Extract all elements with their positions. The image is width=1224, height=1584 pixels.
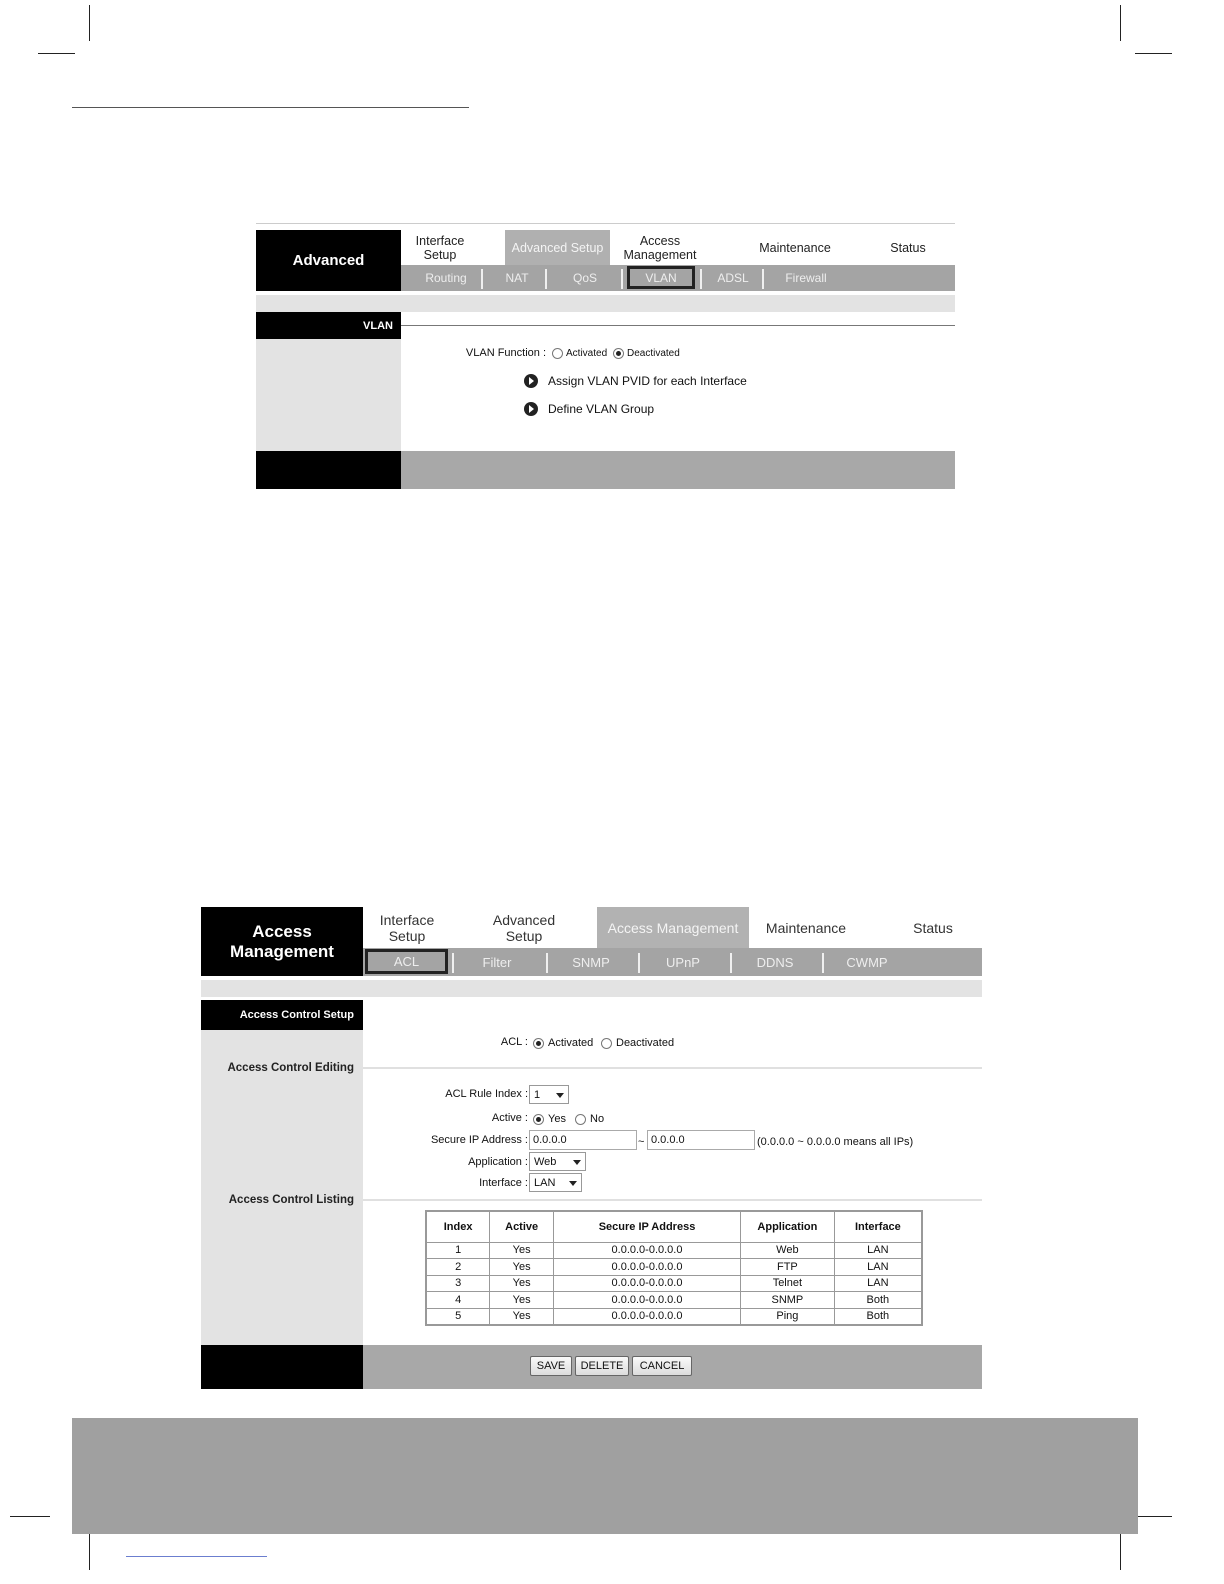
cell-active: Yes (490, 1259, 554, 1276)
radio-button-selected-icon[interactable] (613, 348, 624, 359)
subtab-separator (822, 953, 824, 973)
radio-label: Yes (548, 1113, 566, 1125)
arrow-bullet-icon (524, 374, 538, 388)
cell-active: Yes (490, 1275, 554, 1292)
save-button[interactable]: SAVE (530, 1356, 572, 1376)
radio-acl-activated[interactable] (533, 1037, 593, 1049)
footer-link-underline (126, 1556, 267, 1557)
cell-interface: LAN (834, 1242, 922, 1259)
cell-secure-ip: 0.0.0.0-0.0.0.0 (554, 1275, 741, 1292)
arrow-bullet-icon (524, 402, 538, 416)
cell-application: Telnet (741, 1275, 835, 1292)
application-label: Application : (468, 1156, 528, 1168)
crop-mark (1120, 5, 1121, 41)
crop-mark (1120, 1534, 1121, 1570)
radio-deactivated-label: Deactivated (627, 348, 680, 359)
secure-ip-note: (0.0.0.0 ~ 0.0.0.0 means all IPs) (757, 1136, 914, 1148)
section-title-setup: Access Control Setup (201, 1000, 363, 1030)
spacer-strip (256, 295, 955, 312)
vlan-function-label: VLAN Function : (465, 347, 546, 359)
chevron-down-icon (556, 1093, 564, 1098)
subtab-separator (638, 953, 640, 973)
subtab-separator (546, 953, 548, 973)
radio-label: No (590, 1113, 605, 1125)
link-define-vlan-group[interactable] (524, 402, 654, 416)
ip-range-separator: ~ (638, 1136, 645, 1148)
table-row (426, 1259, 922, 1276)
brand-label (201, 907, 363, 976)
radio-label: Activated (548, 1037, 594, 1049)
cell-index: 1 (426, 1242, 490, 1259)
top-divider (256, 223, 955, 224)
cell-active: Yes (490, 1292, 554, 1309)
crop-mark (38, 53, 75, 54)
cell-active: Yes (490, 1308, 554, 1325)
rule-index-value: 1 (534, 1088, 541, 1101)
interface-label: Interface : (479, 1177, 528, 1189)
section-divider (363, 1067, 982, 1069)
section-divider (363, 1199, 982, 1201)
cell-interface: Both (834, 1308, 922, 1325)
tab-advanced-setup[interactable]: Advanced Setup (492, 911, 556, 944)
cancel-button[interactable]: CANCEL (632, 1356, 692, 1376)
acl-label: ACL : (500, 1036, 528, 1048)
subtab-ddns[interactable]: DDNS (756, 954, 794, 970)
spacer-strip (201, 980, 982, 997)
radio-activated-label: Activated (566, 348, 608, 359)
column-header-active: Active (490, 1211, 554, 1242)
header-rule (72, 107, 469, 108)
table-row (426, 1308, 922, 1325)
radio-button-icon[interactable] (601, 1038, 612, 1049)
cell-index: 5 (426, 1308, 490, 1325)
subtab-separator (481, 269, 483, 289)
radio-active-yes[interactable] (533, 1113, 566, 1125)
column-header-application: Application (741, 1211, 835, 1242)
cell-application: FTP (741, 1259, 835, 1276)
section-title-listing: Access Control Listing (228, 1194, 354, 1206)
cell-secure-ip: 0.0.0.0-0.0.0.0 (554, 1242, 741, 1259)
cell-active: Yes (490, 1242, 554, 1259)
subtab-upnp[interactable]: UPnP (666, 954, 700, 970)
column-header-secure-ip: Secure IP Address (554, 1211, 741, 1242)
tab-status[interactable]: Status (890, 240, 926, 255)
crop-mark (1135, 53, 1172, 54)
cell-secure-ip: 0.0.0.0-0.0.0.0 (554, 1308, 741, 1325)
left-column (256, 339, 401, 451)
crop-mark (89, 5, 90, 41)
page-footer-band (72, 1418, 1138, 1534)
delete-button[interactable]: DELETE (575, 1356, 629, 1376)
radio-button-selected-icon[interactable] (533, 1038, 544, 1049)
subtab-separator (621, 269, 623, 289)
cell-interface: LAN (834, 1259, 922, 1276)
tab-maintenance[interactable]: Maintenance (765, 919, 847, 936)
subtab-filter[interactable]: Filter (482, 954, 512, 970)
tab-access-management[interactable]: Access Management (623, 233, 697, 262)
cell-index: 2 (426, 1259, 490, 1276)
rule-index-label: ACL Rule Index : (445, 1088, 528, 1100)
secure-ip-from-input[interactable]: 0.0.0.0 (529, 1130, 637, 1150)
vlan-screenshot (256, 223, 955, 489)
footer-left (201, 1345, 363, 1389)
subtab-separator (545, 269, 547, 289)
crop-mark (10, 1516, 50, 1517)
table-row (426, 1292, 922, 1309)
subtab-snmp[interactable]: SNMP (572, 954, 610, 970)
tab-maintenance[interactable]: Maintenance (759, 240, 831, 255)
link-label[interactable]: Assign VLAN PVID for each Interface (548, 374, 747, 388)
brand-line-1: Access (252, 921, 312, 941)
subtab-separator (762, 269, 764, 289)
radio-label: Deactivated (616, 1037, 675, 1049)
tab-advanced-setup[interactable]: Advanced Setup (505, 230, 610, 265)
application-value: Web (534, 1155, 557, 1168)
cell-secure-ip: 0.0.0.0-0.0.0.0 (554, 1292, 741, 1309)
subtab-separator (730, 953, 732, 973)
subtab-nat[interactable]: NAT (505, 271, 529, 285)
footer-left (256, 451, 401, 489)
secure-ip-to-input[interactable]: 0.0.0.0 (647, 1130, 755, 1150)
radio-button-selected-icon[interactable] (533, 1114, 544, 1125)
radio-active-no[interactable] (575, 1113, 604, 1125)
subtab-vlan[interactable]: VLAN (627, 266, 695, 289)
secure-ip-label: Secure IP Address : (430, 1134, 528, 1146)
section-title-vlan: VLAN (256, 312, 401, 339)
active-label: Active : (491, 1112, 528, 1124)
table-row (426, 1275, 922, 1292)
application-select[interactable] (529, 1152, 586, 1171)
cell-interface: Both (834, 1292, 922, 1309)
section-title-editing: Access Control Editing (227, 1062, 354, 1074)
table-header-row (426, 1211, 922, 1242)
left-column (201, 1030, 363, 1345)
crop-mark (1135, 1516, 1172, 1517)
brand-label: Advanced (256, 230, 401, 291)
chevron-down-icon (569, 1181, 577, 1186)
tab-interface-setup[interactable]: Interface Setup (415, 233, 465, 262)
subtab-qos[interactable]: QoS (572, 271, 597, 285)
radio-activated[interactable] (552, 348, 607, 359)
radio-button-icon[interactable] (575, 1114, 586, 1125)
radio-acl-deactivated[interactable] (601, 1037, 674, 1049)
link-label[interactable]: Define VLAN Group (548, 402, 655, 416)
radio-button-icon[interactable] (552, 348, 563, 359)
subtab-acl[interactable]: ACL (365, 949, 448, 974)
table-row (426, 1242, 922, 1259)
subtab-adsl[interactable]: ADSL (717, 271, 749, 285)
tab-interface-setup[interactable]: Interface Setup (379, 911, 435, 944)
chevron-down-icon (573, 1160, 581, 1165)
radio-deactivated[interactable] (613, 348, 680, 359)
section-divider (401, 325, 955, 326)
subtab-firewall[interactable]: Firewall (785, 271, 827, 285)
cell-interface: LAN (834, 1275, 922, 1292)
cell-application: Ping (741, 1308, 835, 1325)
sub-tab-bar (401, 265, 955, 291)
cell-secure-ip: 0.0.0.0-0.0.0.0 (554, 1259, 741, 1276)
subtab-routing[interactable]: Routing (425, 271, 467, 285)
acl-screenshot (201, 907, 982, 1389)
cell-application: SNMP (741, 1292, 835, 1309)
footer-bar (401, 451, 955, 489)
column-header-index: Index (426, 1211, 490, 1242)
acl-listing-table (425, 1210, 923, 1326)
rule-index-select[interactable] (529, 1085, 569, 1104)
tab-status[interactable]: Status (913, 919, 953, 936)
link-assign-vlan-pvid[interactable] (524, 374, 747, 388)
interface-select[interactable] (529, 1173, 582, 1192)
tab-access-management[interactable]: Access Management (597, 907, 749, 948)
cell-index: 3 (426, 1275, 490, 1292)
sub-tab-bar (363, 948, 982, 976)
subtab-separator (452, 953, 454, 973)
cell-application: Web (741, 1242, 835, 1259)
brand-line-2: Management (230, 941, 334, 961)
crop-mark (89, 1534, 90, 1570)
subtab-cwmp[interactable]: CWMP (846, 954, 888, 970)
column-header-interface: Interface (834, 1211, 922, 1242)
interface-value: LAN (534, 1176, 556, 1189)
cell-index: 4 (426, 1292, 490, 1309)
